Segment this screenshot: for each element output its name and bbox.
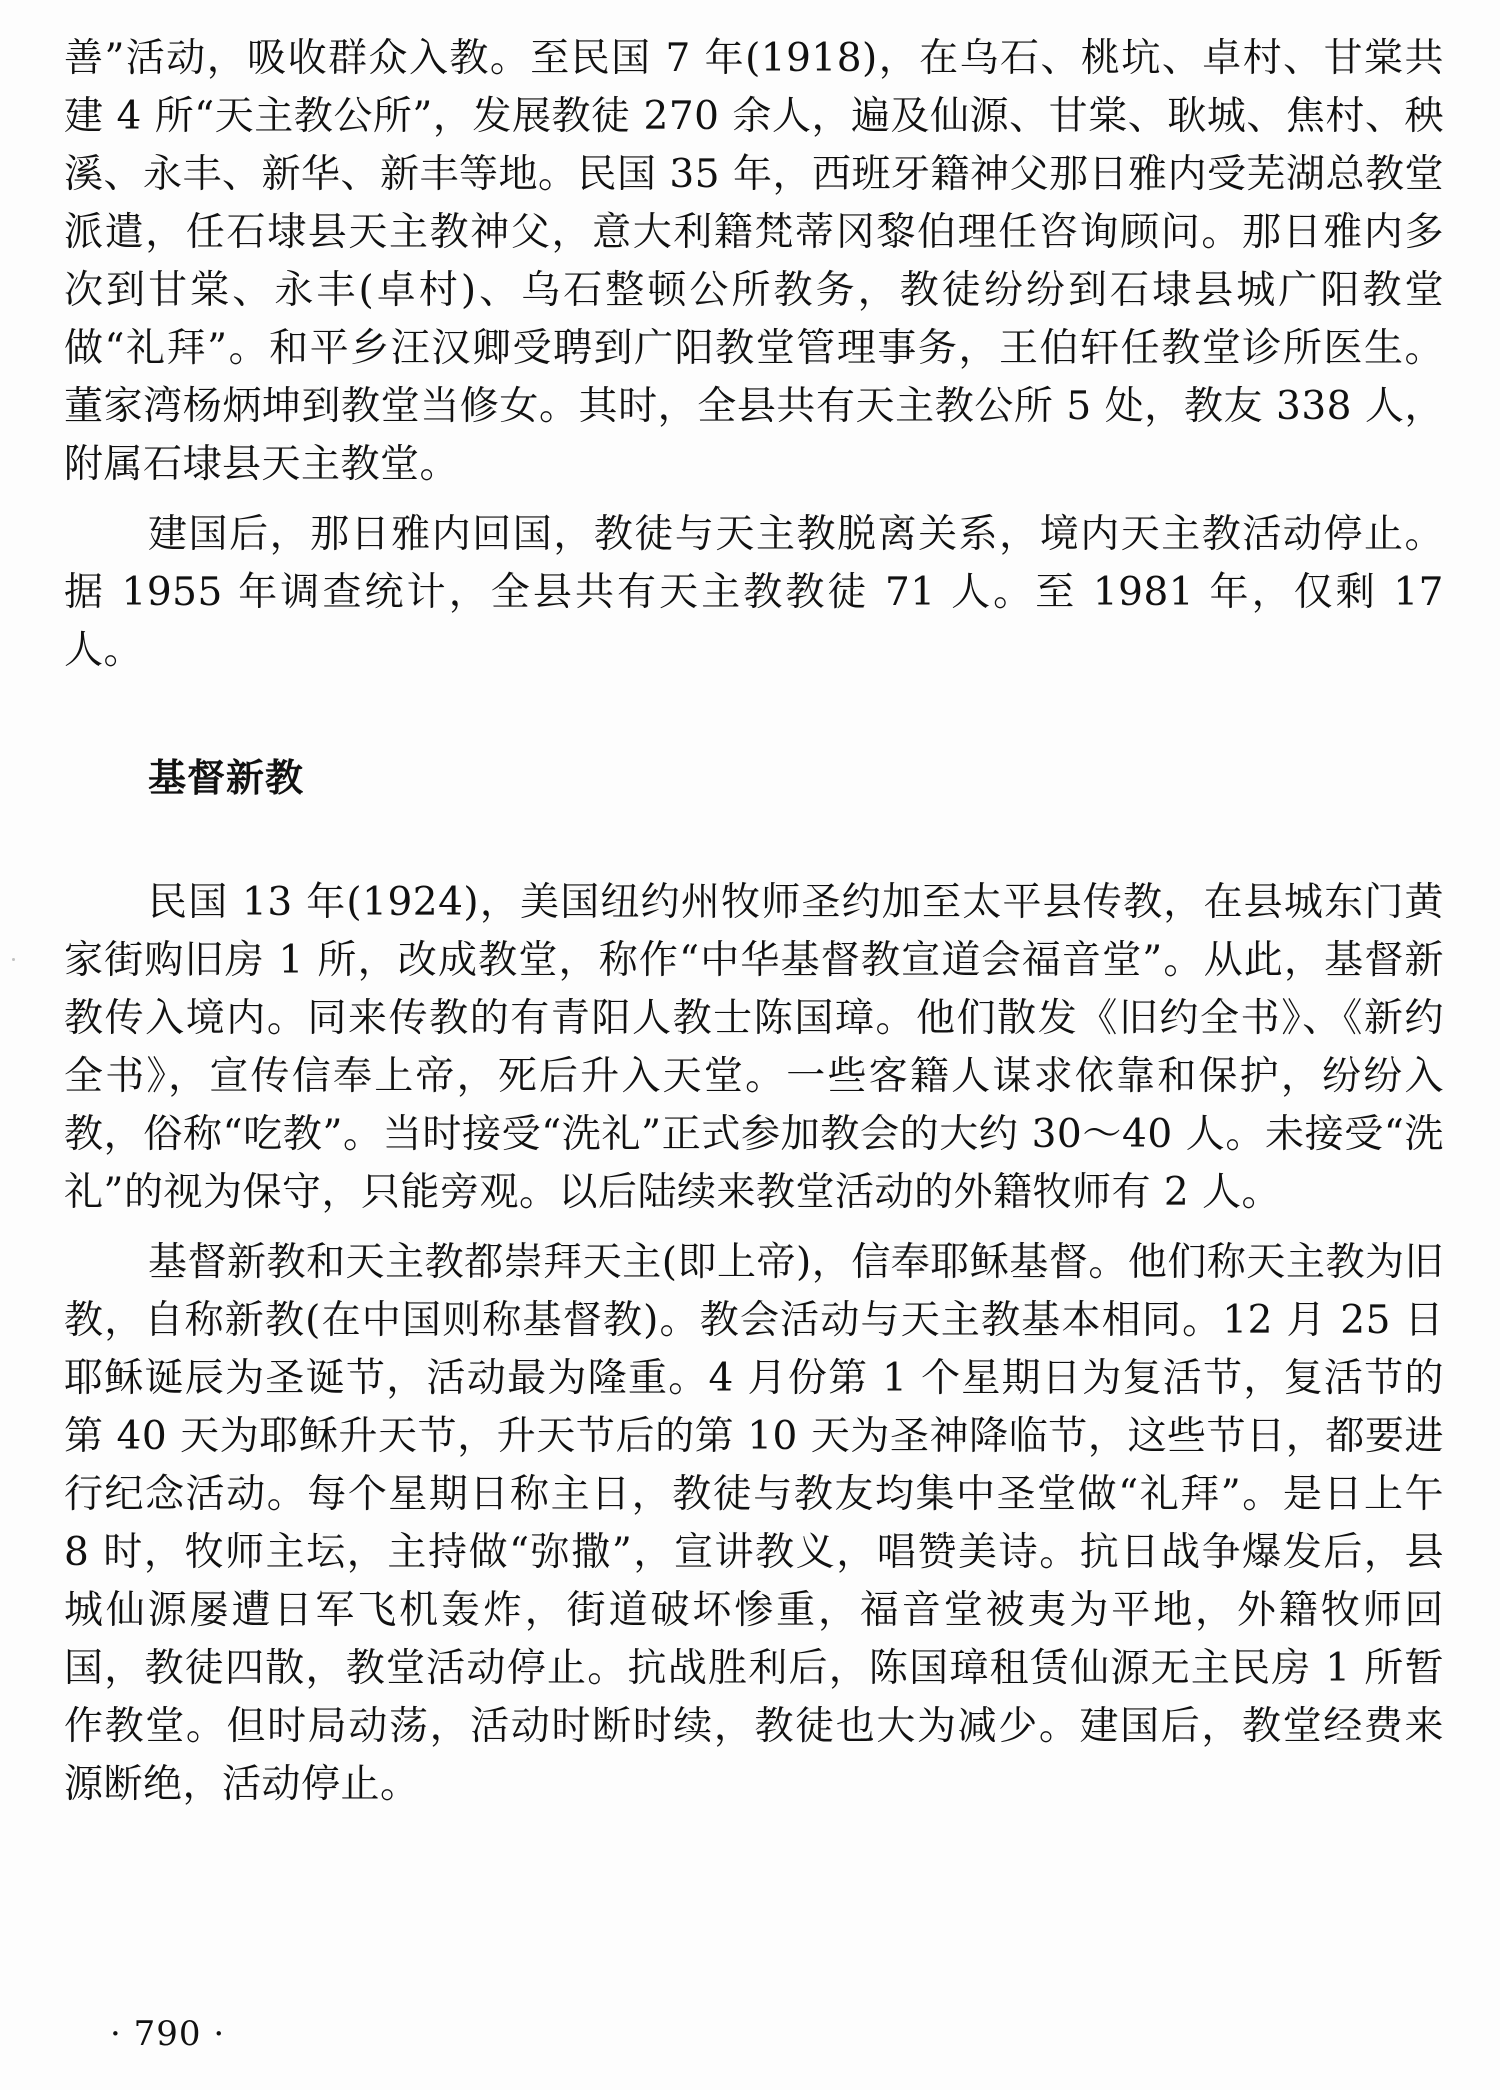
paragraph-protestant-practice: 基督新教和天主教都崇拜天主(即上帝)，信奉耶稣基督。他们称天主教为旧教，自称新教(在中国则称基督教)。教会活动与天主教基本相同。12 月 25 日耶稣诞辰为圣诞节，活动最为隆重。4 月份第 1 个星期日为复活节，复活节的第 40 天为耶稣升天节，升天节后的第 10 天为圣神降临节，这些节日，都要进行纪念活动。每个星期日称主日，教徒与教友均集中圣堂做“礼拜”。是日上午 8 时，牧师主坛，主持做“弥撒”，宣讲教义，唱赞美诗。抗日战争爆发后，县城仙源屡遭日军飞机轰炸，街道破坏惨重，福音堂被夷为平地，外籍牧师回国，教徒四散，教堂活动停止。抗战胜利后，陈国璋租赁仙源无主民房 1 所暂作教堂。但时局动荡，活动时断时续，教徒也大为减少。建国后，教堂经费来源断绝，活动停止。 [64, 1240, 1444, 1807]
scan-speck [12, 958, 15, 961]
paragraph-continued: 善”活动，吸收群众入教。至民国 7 年(1918)，在乌石、桃坑、卓村、甘棠共建 4 所“天主教公所”，发展教徒 270 余人，遍及仙源、甘棠、耿城、焦村、秧溪、永丰、新华、新丰等地。民国 35 年，西班牙籍神父那日雅内受芜湖总教堂派遣，任石埭县天主教神父，意大利籍梵蒂冈黎伯理任咨询顾问。那日雅内多次到甘棠、永丰(卓村)、乌石整顿公所教务，教徒纷纷到石埭县城广阳教堂做“礼拜”。和平乡汪汉卿受聘到广阳教堂管理事务，王伯轩任教堂诊所医生。董家湾杨炳坤到教堂当修女。其时，全县共有天主教公所 5 处，教友 338 人，附属石埭县天主教堂。 [64, 36, 1444, 487]
paragraph-protestant-intro: 民国 13 年(1924)，美国纽约州牧师圣约加至太平县传教，在县城东门黄家街购旧房 1 所，改成教堂，称作“中华基督教宣道会福音堂”。从此，基督新教传入境内。同来传教的有青阳人教士陈国璋。他们散发《旧约全书》、《新约全书》，宣传信奉上帝，死后升入天堂。一些客籍人谋求依靠和保护，纷纷入教，俗称“吃教”。当时接受“洗礼”正式参加教会的大约 30～40 人。未接受“洗礼”的视为保守，只能旁观。以后陆续来教堂活动的外籍牧师有 2 人。 [64, 880, 1444, 1215]
paragraph-after-liberation: 建国后，那日雅内回国，教徒与天主教脱离关系，境内天主教活动停止。据 1955 年调查统计，全县共有天主教教徒 71 人。至 1981 年，仅剩 17 人。 [64, 512, 1444, 673]
page-number: · 790 · [110, 2014, 226, 2054]
section-heading: 基督新教 [148, 756, 305, 800]
upper-text-block [64, 30, 1444, 680]
lower-text-block [64, 874, 1444, 1814]
